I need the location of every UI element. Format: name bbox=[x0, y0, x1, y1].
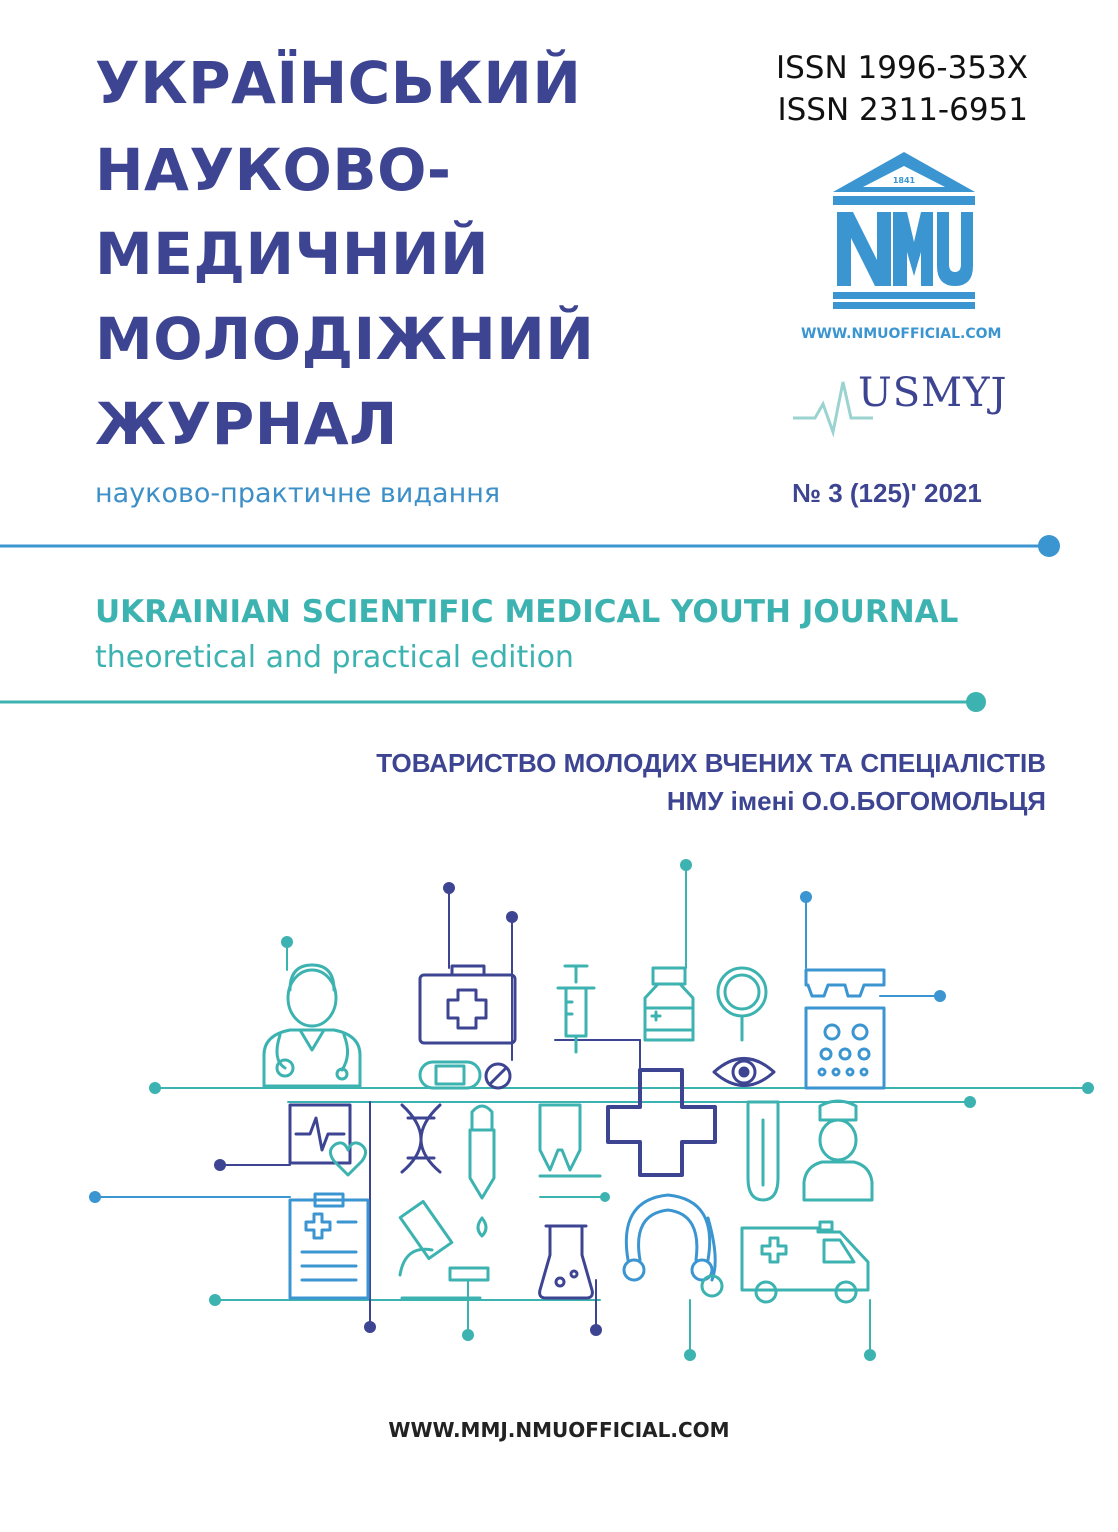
heart-monitor-icon bbox=[290, 1105, 366, 1175]
microscope-icon bbox=[400, 1201, 488, 1298]
journal-title-en: UKRAINIAN SCIENTIFIC MEDICAL YOUTH JOURNAL bbox=[95, 594, 959, 630]
ambulance-icon bbox=[742, 1222, 868, 1302]
first-aid-kit-icon bbox=[420, 966, 515, 1043]
issn-print: ISSN 1996-353X bbox=[775, 50, 1028, 86]
society-line-2: НМУ імені О.О.БОГОМОЛЬЦЯ bbox=[666, 786, 1046, 816]
eye-icon bbox=[714, 1059, 774, 1086]
nmu-url: WWW.NMUOFFICIAL.COM bbox=[801, 326, 1002, 342]
logo-year: 1841 bbox=[892, 176, 916, 185]
issue-number: № 3 (125)' 2021 bbox=[792, 478, 982, 508]
title-line-5: ЖУРНАЛ bbox=[95, 390, 398, 458]
divider-middle bbox=[0, 690, 1000, 714]
dropper-icon bbox=[470, 1106, 494, 1236]
title-line-3: МЕДИЧНИЙ bbox=[95, 220, 490, 288]
subtitle-en: theoretical and practical edition bbox=[95, 640, 574, 675]
cross-icon bbox=[608, 1070, 715, 1175]
usmyj-brand: USMYJ bbox=[858, 370, 1008, 416]
nurse-icon bbox=[804, 1101, 872, 1200]
flask-icon bbox=[540, 1226, 593, 1298]
divider-top bbox=[0, 534, 1070, 558]
nmu-logo bbox=[833, 152, 975, 310]
tooth-icon bbox=[540, 1105, 600, 1176]
title-line-4: МОЛОДІЖНИЙ bbox=[95, 305, 595, 373]
title-line-2: НАУКОВО- bbox=[95, 136, 452, 204]
pill-icon bbox=[486, 1064, 510, 1088]
medical-illustration bbox=[80, 850, 1110, 1370]
footer-url[interactable]: WWW.MMJ.NMUOFFICIAL.COM bbox=[388, 1418, 730, 1442]
society-line-1: ТОВАРИСТВО МОЛОДИХ ВЧЕНИХ ТА СПЕЦІАЛІСТІВ bbox=[376, 748, 1046, 778]
title-line-1: УКРАЇНСЬКИЙ bbox=[95, 49, 582, 117]
medicine-bottle-icon bbox=[645, 968, 693, 1040]
issn-online: ISSN 2311-6951 bbox=[777, 92, 1028, 128]
dna-icon bbox=[402, 1105, 440, 1172]
eye-chart-icon bbox=[806, 1008, 884, 1088]
clipboard-icon bbox=[290, 1194, 368, 1298]
magnifier-icon bbox=[718, 968, 766, 1040]
glasses-icon bbox=[806, 970, 884, 996]
thermometer-icon bbox=[748, 1102, 778, 1200]
bandage-icon bbox=[420, 1062, 480, 1088]
subtitle-ua: науково-практичне видання bbox=[95, 478, 501, 509]
connector-lines bbox=[95, 865, 1088, 1355]
doctor-icon bbox=[264, 965, 360, 1086]
stethoscope-icon bbox=[624, 1195, 722, 1296]
